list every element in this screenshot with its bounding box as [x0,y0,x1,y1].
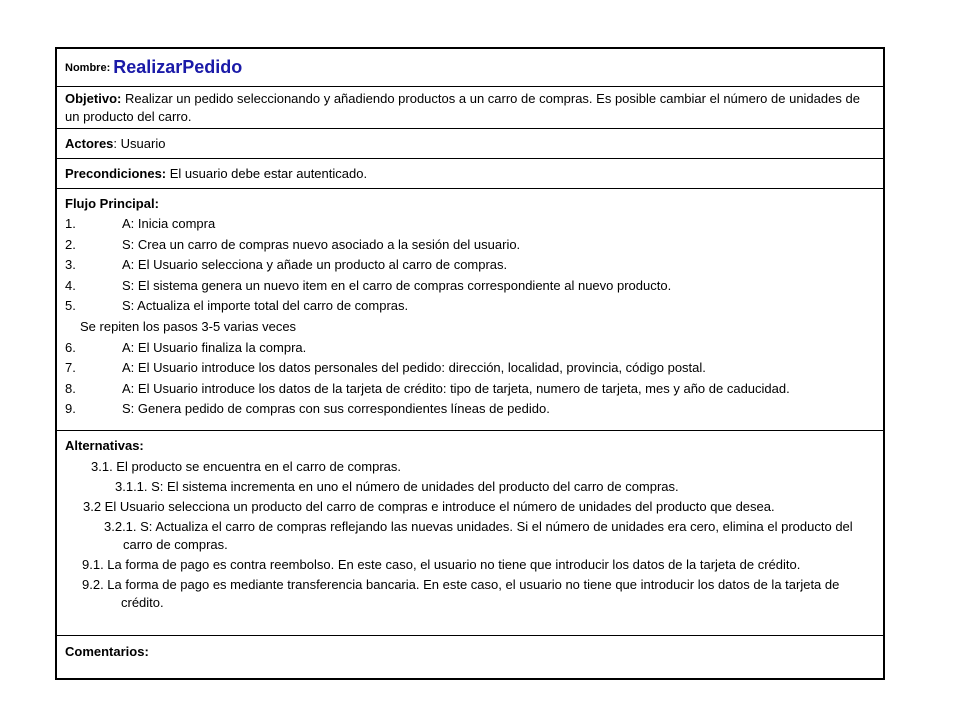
step-text: S: Genera pedido de compras con sus correspondientes líneas de pedido. [122,401,550,417]
alternatives-row [57,431,883,636]
main-flow-steps-b [65,338,877,420]
alternative-item: 9.1. La forma de pago es contra reembolso. En este caso, el usuario no tiene que introducir los datos de la tarjeta de crédito. [82,557,801,572]
objective-row [57,87,883,129]
step-number: 6. [65,339,76,355]
flow-step [65,379,877,400]
step-text: S: Crea un carro de compras nuevo asociado a la sesión del usuario. [122,236,521,252]
step-number: 4. [65,277,76,293]
main-flow-title: Flujo Principal: [65,196,159,211]
flow-step [65,358,877,379]
flow-step [65,338,877,359]
use-case-table [55,47,885,680]
preconditions-text: El usuario debe estar autenticado. [169,166,368,181]
main-flow-steps-a [65,214,877,317]
alternative-item: 3.2 El Usuario selecciona un producto del carro de compras e introduce el número de unidades del producto que desea. [83,499,775,514]
comments-row [57,636,883,678]
flow-step [65,255,877,276]
alternative-item: 3.1.1. S: El sistema incrementa en uno el número de unidades del producto del carro de compras. [115,479,679,494]
alternative-item: 3.1. El producto se encuentra en el carro de compras. [91,459,402,474]
actors-label: Actores [65,136,114,151]
repeat-note: Se repiten los pasos 3-5 varias veces [80,318,297,334]
step-text: A: El Usuario finaliza la compra. [122,339,307,355]
step-text: S: Actualiza el importe total del carro de compras. [122,298,409,314]
actors-row [57,129,883,159]
step-text: A: El Usuario introduce los datos de la tarjeta de crédito: tipo de tarjeta, numero de tarjeta, mes y año de caducidad. [122,380,790,396]
step-number: 3. [65,257,76,273]
flow-step [65,235,877,256]
alternative-item: 9.2. La forma de pago es mediante transferencia bancaria. En este caso, el usuario no tiene que introducir los datos de la tarjeta de crédito. [82,577,840,610]
step-number: 9. [65,401,76,417]
name-row [57,49,883,87]
step-number: 7. [65,360,76,376]
flow-step [65,214,877,235]
preconditions-label: Precondiciones: [65,166,167,181]
objective-text: Realizar un pedido seleccionando y añadiendo productos a un carro de compras. Es posible cambiar el número de unidades de un producto del carro. [65,91,860,124]
flow-step [65,399,877,420]
use-case-name: RealizarPedido [113,57,243,77]
main-flow-row [57,189,883,431]
step-number: 5. [65,298,76,314]
comments-label: Comentarios [65,644,145,659]
step-number: 1. [65,216,76,231]
actors-text: : Usuario [113,136,166,151]
preconditions-row [57,159,883,189]
alternatives-title: Alternativas: [65,438,144,453]
step-text: S: El sistema genera un nuevo item en el carro de compras correspondiente al nuevo producto. [122,277,672,293]
name-label: Nombre [65,61,107,74]
comments-separator: : [144,644,149,659]
alternative-item: 3.2.1. S: Actualiza el carro de compras reflejando las nuevas unidades. Si el número de unidades era cero, elimina el producto del carro de compras. [104,519,853,552]
step-number: 2. [65,236,76,252]
flow-step [65,296,877,317]
step-text: A: El Usuario introduce los datos personales del pedido: dirección, localidad, provincia, código postal. [122,360,706,376]
step-text: A: Inicia compra [122,216,216,231]
step-text: A: El Usuario selecciona y añade un producto al carro de compras. [122,257,508,273]
objective-label: Objetivo: [65,91,122,106]
step-number: 8. [65,380,76,396]
name-separator: : [106,61,111,74]
flow-step [65,276,877,297]
